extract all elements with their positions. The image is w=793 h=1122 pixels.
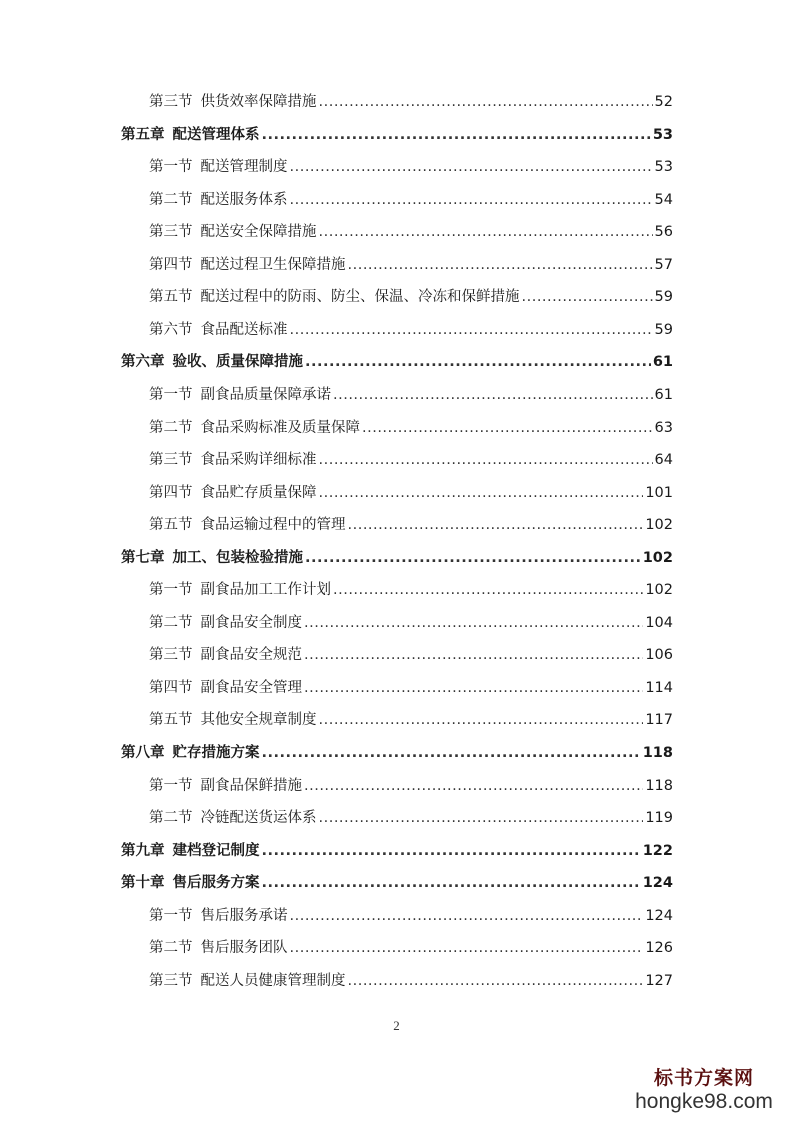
toc-entry-title: 加工、包装检验措施 <box>172 549 303 566</box>
toc-entry-number: 第二节 <box>149 810 193 827</box>
toc-section-entry[interactable] <box>149 253 673 277</box>
toc-entry-title: 配送过程卫生保障措施 <box>200 256 346 273</box>
toc-entry-title: 配送管理体系 <box>172 126 260 143</box>
toc-entry-page: 53 <box>654 159 673 176</box>
toc-dot-leader <box>305 546 641 570</box>
toc-entry-page: 102 <box>642 549 673 566</box>
toc-entry-title: 配送服务体系 <box>200 191 288 208</box>
toc-dot-leader <box>290 318 653 342</box>
toc-chapter-entry[interactable] <box>121 546 673 570</box>
toc-dot-leader <box>304 643 643 667</box>
toc-entry-number: 第五节 <box>149 712 193 729</box>
toc-dot-leader <box>305 350 651 374</box>
toc-dot-leader <box>362 416 653 440</box>
toc-entry-number: 第三节 <box>149 972 193 989</box>
toc-entry-number: 第四节 <box>149 256 193 273</box>
toc-entry-page: 52 <box>654 94 673 110</box>
toc-section-entry[interactable] <box>149 936 673 960</box>
toc-entry-number: 第二节 <box>149 614 193 631</box>
toc-entry-number: 第三节 <box>149 647 193 664</box>
page-number: 2 <box>393 1018 400 1033</box>
toc-entry-number: 第二节 <box>149 191 193 208</box>
toc-entry-page: 114 <box>645 679 673 696</box>
toc-entry-number: 第一节 <box>149 907 193 924</box>
toc-entry-number: 第三节 <box>149 452 193 469</box>
toc-dot-leader <box>319 481 644 505</box>
toc-entry-title: 配送管理制度 <box>200 159 288 176</box>
toc-entry-page: 124 <box>645 907 673 924</box>
toc-entry-page: 57 <box>654 256 673 273</box>
toc-entry-number: 第六章 <box>121 354 165 371</box>
toc-entry-title: 贮存措施方案 <box>172 745 260 761</box>
toc-entry-number: 第一节 <box>149 777 193 794</box>
toc-entry-title: 建档登记制度 <box>172 842 260 859</box>
toc-entry-page: 59 <box>654 289 673 306</box>
toc-section-entry[interactable] <box>149 904 673 928</box>
toc-entry-page: 119 <box>645 810 673 827</box>
toc-dot-leader <box>319 220 653 244</box>
toc-chapter-entry[interactable] <box>121 741 673 765</box>
toc-dot-leader <box>333 578 643 602</box>
toc-dot-leader <box>522 285 653 309</box>
toc-entry-title: 副食品安全管理 <box>200 679 302 696</box>
toc-section-entry[interactable] <box>149 188 673 212</box>
toc-entry-number: 第九章 <box>121 842 165 859</box>
toc-section-entry[interactable] <box>149 318 673 342</box>
toc-section-entry[interactable] <box>149 643 673 667</box>
toc-entry-title: 副食品保鲜措施 <box>200 777 302 794</box>
toc-entry-page: 118 <box>645 777 673 794</box>
toc-entry-page: 64 <box>654 452 673 469</box>
toc-entry-page: 124 <box>642 875 673 892</box>
toc-entry-number: 第三节 <box>149 224 193 241</box>
toc-dot-leader <box>319 708 644 732</box>
toc-entry-title: 冷链配送货运体系 <box>200 810 317 827</box>
toc-section-entry[interactable] <box>149 448 673 472</box>
toc-entry-title: 配送安全保障措施 <box>200 224 317 241</box>
toc-dot-leader <box>304 676 643 700</box>
toc-dot-leader <box>262 123 651 147</box>
toc-entry-page: 53 <box>652 126 673 143</box>
toc-chapter-entry[interactable] <box>121 350 673 374</box>
toc-entry-page: 122 <box>642 842 673 859</box>
toc-entry-title: 供货效率保障措施 <box>200 94 317 110</box>
toc-dot-leader <box>290 188 653 212</box>
toc-entry-title: 其他安全规章制度 <box>200 712 317 729</box>
toc-dot-leader <box>319 90 653 114</box>
toc-entry-number: 第三节 <box>149 94 193 110</box>
toc-entry-page: 101 <box>645 484 673 501</box>
toc-entry-title: 食品配送标准 <box>200 321 288 338</box>
toc-entry-number: 第四节 <box>149 679 193 696</box>
toc-dot-leader <box>262 741 641 765</box>
toc-section-entry[interactable] <box>149 513 673 537</box>
toc-dot-leader <box>319 448 653 472</box>
toc-entry-title: 验收、质量保障措施 <box>172 354 303 371</box>
toc-dot-leader <box>304 774 643 798</box>
toc-entry-number: 第十章 <box>121 875 165 892</box>
toc-dot-leader <box>333 383 653 407</box>
toc-dot-leader <box>290 936 644 960</box>
toc-dot-leader <box>262 839 641 863</box>
toc-entry-title: 副食品安全制度 <box>200 614 302 631</box>
toc-entry-number: 第六节 <box>149 321 193 338</box>
toc-entry-page: 63 <box>654 419 673 436</box>
toc-dot-leader <box>290 155 653 179</box>
toc-section-entry[interactable] <box>149 481 673 505</box>
toc-entry-title: 配送人员健康管理制度 <box>200 972 346 989</box>
toc-entry-title: 副食品加工工作计划 <box>200 582 331 599</box>
toc-entry-number: 第四节 <box>149 484 193 501</box>
toc-dot-leader <box>348 513 644 537</box>
watermark-url: hongke98.com <box>635 1090 773 1113</box>
toc-entry-title: 副食品质量保障承诺 <box>200 386 331 403</box>
toc-entry-number: 第五章 <box>121 126 165 143</box>
toc-section-entry[interactable] <box>149 220 673 244</box>
toc-dot-leader <box>319 806 644 830</box>
toc-entry-number: 第二节 <box>149 940 193 957</box>
toc-entry-title: 食品贮存质量保障 <box>200 484 317 501</box>
toc-section-entry[interactable] <box>149 383 673 407</box>
toc-entry-page: 54 <box>654 191 673 208</box>
toc-section-entry[interactable] <box>149 774 673 798</box>
toc-entry-number: 第八章 <box>121 745 165 761</box>
toc-entry-title: 副食品安全规范 <box>200 647 302 664</box>
toc-entry-number: 第七章 <box>121 549 165 566</box>
toc-section-entry[interactable] <box>149 969 673 993</box>
toc-section-entry[interactable] <box>149 806 673 830</box>
toc-entry-page: 126 <box>645 940 673 957</box>
toc-entry-number: 第一节 <box>149 386 193 403</box>
toc-entry-title: 食品采购详细标准 <box>200 452 317 469</box>
toc-entry-page: 56 <box>654 224 673 241</box>
toc-entry-page: 61 <box>652 354 673 371</box>
toc-entry-title: 售后服务团队 <box>200 940 288 957</box>
toc-entry-page: 61 <box>654 386 673 403</box>
toc-chapter-entry[interactable] <box>121 123 673 147</box>
toc-entry-page: 118 <box>642 745 673 761</box>
toc-entry-page: 106 <box>645 647 673 664</box>
toc-dot-leader <box>348 969 644 993</box>
watermark-name: 标书方案网 <box>653 1067 754 1089</box>
toc-entry-number: 第五节 <box>149 517 193 534</box>
toc-section-entry[interactable] <box>149 90 673 114</box>
toc-entry-page: 102 <box>645 582 673 599</box>
toc-section-entry[interactable] <box>149 578 673 602</box>
watermark-logo <box>629 1066 779 1114</box>
toc-entry-title: 售后服务承诺 <box>200 907 288 924</box>
toc-chapter-entry[interactable] <box>121 839 673 863</box>
toc-dot-leader <box>290 904 644 928</box>
toc-section-entry[interactable] <box>149 416 673 440</box>
toc-section-entry[interactable] <box>149 285 673 309</box>
toc-entry-title: 售后服务方案 <box>172 875 260 892</box>
toc-dot-leader <box>262 871 641 895</box>
toc-entry-title: 食品运输过程中的管理 <box>200 517 346 534</box>
toc-entry-number: 第二节 <box>149 419 193 436</box>
toc-entry-page: 117 <box>645 712 673 729</box>
toc-dot-leader <box>304 611 643 635</box>
toc-entry-number: 第一节 <box>149 159 193 176</box>
toc-entry-page: 104 <box>645 614 673 631</box>
toc-entry-title: 食品采购标准及质量保障 <box>200 419 360 436</box>
toc-dot-leader <box>348 253 653 277</box>
toc-chapter-entry[interactable] <box>121 871 673 895</box>
toc-entry-number: 第五节 <box>149 289 193 306</box>
toc-section-entry[interactable] <box>149 676 673 700</box>
toc-entry-page: 59 <box>654 321 673 338</box>
toc-entry-number: 第一节 <box>149 582 193 599</box>
toc-section-entry[interactable] <box>149 708 673 732</box>
toc-entry-page: 102 <box>645 517 673 534</box>
toc-entry-page: 127 <box>645 972 673 989</box>
toc-section-entry[interactable] <box>149 155 673 179</box>
toc-section-entry[interactable] <box>149 611 673 635</box>
toc-entry-title: 配送过程中的防雨、防尘、保温、冷冻和保鲜措施 <box>200 289 520 306</box>
